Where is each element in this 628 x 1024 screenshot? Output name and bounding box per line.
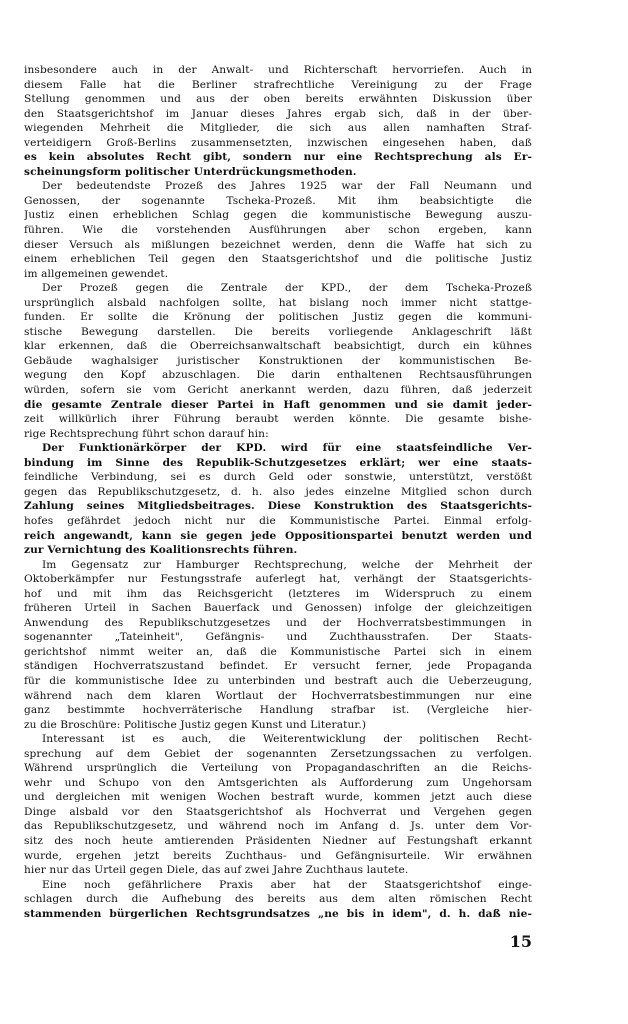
text-line: schlagen durch die Aufhebung des bereits aus dem alten römischen Recht (24, 893, 532, 906)
text-line: ständigen Hochverratszustand befindet. Er versucht ferner, jede Propaganda (24, 660, 532, 673)
text-line: Justiz einen erheblichen Schlag gegen die kommunistische Bewegung auszu- (24, 209, 532, 222)
paragraph (24, 281, 532, 441)
text-line: diesem Falle hat die Berliner strafrechtliche Vereinigung zu der Frage (24, 78, 532, 91)
body-text (24, 63, 532, 921)
text-line: sitz des noch heute amtierenden Präsidenten Niedner auf Festungshaft erkannt (24, 834, 532, 847)
text-line: früheren Urteil in Sachen Bauerfack und Genossen) infolge der gleichzeitigen (24, 602, 532, 615)
paragraph (24, 63, 532, 179)
text-line: Der bedeutendste Prozeß des Jahres 1925 war der Fall Neumann und (42, 180, 532, 193)
text-line: stammenden bürgerlichen Rechtsgrundsatzes „ne bis in idem", d. h. daß nie- (24, 907, 532, 920)
text-line: zur Vernichtung des Koalitionsrechts führen. (24, 544, 298, 557)
text-line: wiegenden Mehrheit die Mitglieder, die sich aus allen namhaften Straf- (24, 122, 532, 135)
text-line: wehr und Schupo von den Amtsgerichten als Aufforderung zum Ungehorsam (24, 776, 532, 789)
text-line: funden. Er sollte die Krönung der politischen Justiz gegen die kommuni- (24, 311, 532, 324)
text-line: dieser Versuch als mißlungen bezeichnet werden, denn die Waffe hat sich zu (24, 238, 532, 251)
text-line: reich angewandt, kann sie gegen jede Oppositionspartei benutzt werden und (24, 529, 532, 542)
text-line: Stellung genommen und aus der oben bereits erwähnten Diskussion über (24, 93, 532, 106)
text-line: führen. Wie die vorstehenden Ausführungen aber schon ergeben, kann (24, 224, 532, 237)
text-line: es kein absolutes Recht gibt, sondern nur eine Rechtsprechung als Er- (24, 151, 532, 164)
text-line: hier nur das Urteil gegen Diele, das auf zwei Jahre Zuchthaus lautete. (24, 864, 409, 877)
text-line: gerichtshof nimmt weiter an, daß die Kommunistische Partei sich in einem (24, 645, 532, 658)
text-line: den Staatsgerichtshof im Januar dieses Jahres ergab sich, daß in der über- (24, 107, 532, 120)
text-line: für die kommunistische Idee zu unterbinden und bestraft auch die Ueberzeugung, (24, 674, 532, 687)
paragraph (24, 732, 532, 877)
text-line: insbesondere auch in der Anwalt- und Richterschaft hervorriefen. Auch in (24, 64, 532, 76)
text-line: gegen das Republikschutzgesetz, d. h. also jedes einzelne Mitglied schon durch (24, 485, 532, 498)
text-line: zu die Broschüre: Politische Justiz gegen Kunst und Literatur.) (24, 718, 367, 731)
text-line: die gesamte Zentrale dieser Partei in Haft genommen und sie damit jeder- (24, 398, 532, 411)
text-line: wurde, ergehen jetzt bereits Zuchthaus- und Gefängnisurteile. Wir erwähnen (24, 849, 532, 862)
paragraph (24, 441, 532, 557)
text-line: hofes gefährdet jedoch nicht nur die Kommunistische Partei. Einmal erfolg- (24, 514, 532, 527)
text-line: würden, sofern sie vom Gericht anerkannt werden, dazu führen, daß jederzeit (24, 384, 532, 397)
text-line: Der Funktionärkörper der KPD. wird für eine staatsfeindliche Ver- (42, 442, 532, 455)
text-line: während nach dem klaren Wortlaut der Hochverratsbestimmungen nur eine (24, 689, 532, 702)
text-line: sprechung auf dem Gebiet der sogenannten Zersetzungssachen zu verfolgen. (24, 747, 532, 760)
text-line: Anwendung des Republikschutzgesetzes und der Hochverratsbestimmungen in (24, 616, 532, 629)
text-line: scheinungsform politischer Unterdrückungsmethoden. (24, 165, 357, 178)
text-line: Genossen, der sogenannte Tscheka-Prozeß. Mit ihm beabsichtigte die (24, 194, 532, 207)
text-line: stische Bewegung darstellen. Die bereits vorliegende Anklageschrift läßt (24, 325, 532, 338)
text-line: im allgemeinen gewendet. (24, 267, 169, 280)
text-line: Zahlung seines Mitgliedsbeitrages. Diese Konstruktion des Staatsgerichts- (24, 500, 532, 513)
paragraph (24, 558, 532, 733)
text-line: einem erheblichen Teil gegen den Staatsgerichtshof und die politische Justiz (24, 253, 532, 266)
text-line: sogenannter „Tateinheit", Gefängnis- und Zuchthausstrafen. Der Staats- (24, 631, 532, 644)
text-line: klar erkennen, daß die Oberreichsanwaltschaft beabsichtigt, durch ein kühnes (24, 340, 532, 353)
text-line: Eine noch gefährlichere Praxis aber hat der Staatsgerichtshof einge- (42, 878, 532, 891)
text-line: verteidigern Groß-Berlins zusammensetzten, inzwischen eingesehen haben, daß (24, 136, 532, 149)
text-line: ganz bestimmte hochverräterische Handlung strafbar ist. (Vergleiche hier- (24, 704, 532, 717)
text-line: zeit willkürlich ihrer Führung beraubt werden könnte. Die gesamte bishe- (24, 413, 532, 426)
page-number: 15 (509, 932, 532, 951)
text-line: feindliche Verbindung, sei es durch Geld oder sonstwie, unterstützt, verstößt (24, 471, 532, 484)
text-line: Gebäude waghalsiger juristischer Konstruktionen der kommunistischen Be- (24, 354, 532, 367)
text-line: Während ursprünglich die Verteilung von Propagandaschriften an die Reichs- (24, 762, 532, 775)
text-line: das Republikschutzgesetz, und während noch im Anfang d. Js. unter dem Vor- (24, 820, 532, 833)
text-line: Der Prozeß gegen die Zentrale der KPD., der dem Tscheka-Prozeß (42, 282, 532, 295)
text-line: Im Gegensatz zur Hamburger Rechtsprechung, welche der Mehrheit der (42, 558, 532, 571)
text-line: wegung den Kopf abzuschlagen. Die darin enthaltenen Rechtsausführungen (24, 369, 532, 382)
text-line: ursprünglich alsbald nachfolgen sollte, hat bislang noch immer nicht stattge- (24, 296, 532, 309)
text-line: hof und mit ihm das Reichsgericht (letzteres im Widerspruch zu einem (24, 587, 532, 600)
text-line: Oktoberkämpfer nur Festungsstrafe auferlegt hat, verhängt der Staatsgerichts- (24, 573, 532, 586)
text-line: Dinge alsbald vor den Staatsgerichtshof als Hochverrat und Vergehen gegen (24, 805, 532, 818)
text-line: rige Rechtsprechung führt schon darauf hin: (24, 427, 269, 440)
text-line: bindung im Sinne des Republik-Schutzgesetzes erklärt; wer eine staats- (24, 456, 532, 469)
text-line: Interessant ist es auch, die Weiterentwicklung der politischen Recht- (42, 733, 532, 746)
paragraph (24, 878, 532, 922)
paragraph (24, 179, 532, 281)
text-line: und dergleichen mit wenigen Wochen bestraft wurde, kommen jetzt auch diese (24, 791, 532, 804)
